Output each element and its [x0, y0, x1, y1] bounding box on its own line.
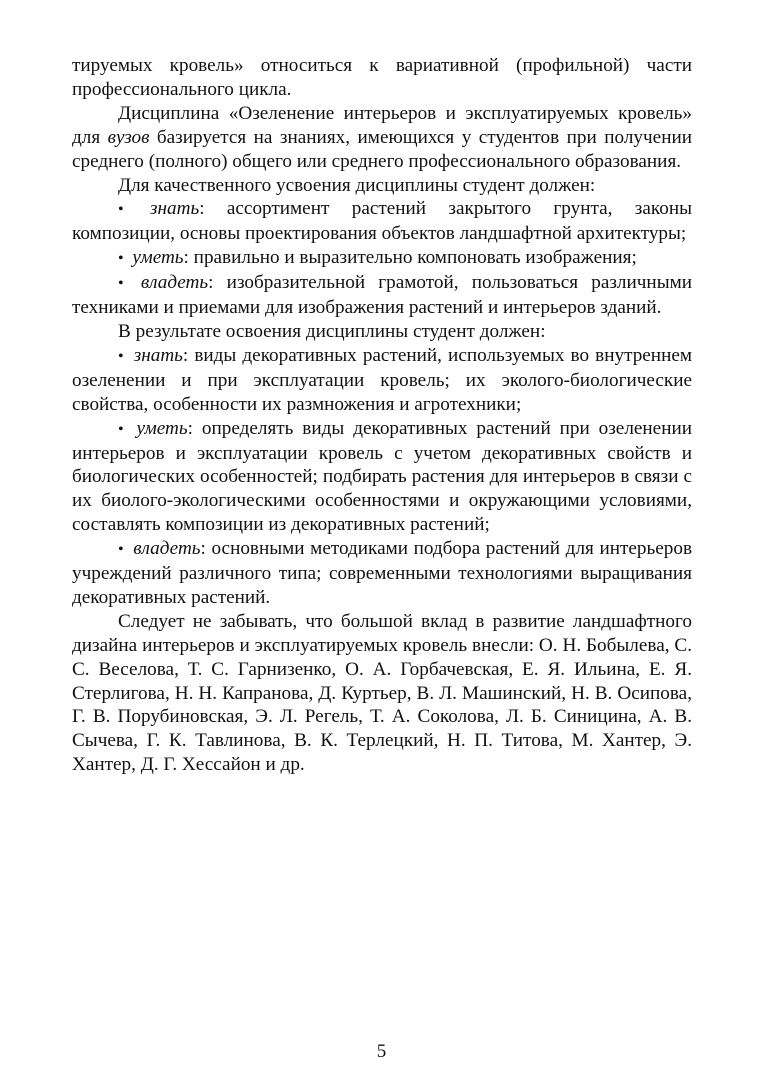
bullet-term: владеть [140, 272, 209, 294]
page-body [72, 54, 692, 777]
bullet-icon: • [118, 250, 124, 268]
paragraph-continuation: тируемых кровель» относиться к вариативной (профильной) части профессионального цикла. [72, 55, 692, 100]
bullet-term: уметь [132, 247, 184, 269]
bullet-item [72, 271, 692, 320]
bullet-text: : определять виды декоративных растений при озеленении интерьеров и эксплуатации кровель с учетом декоративных свойств и биологических особенностей; подбирать растения для интерьеров в связи с их биолого-экологическими особенностями и окружающими условиями, составлять композиции из декоративных растений; [72, 417, 693, 536]
bullet-text: : виды декоративных растений, используемых во внутреннем озеленении и при эксплуатации кровель; их эколого-биологические свойства, особенности их размножения и агротехники; [72, 344, 692, 415]
bullet-text: : изобразительной грамотой, пользоваться различными техниками и приемами для изображения растений и интерьеров зданий. [72, 272, 692, 319]
paragraph-discipline-basis [72, 102, 692, 174]
bullet-text: : правильно и выразительно компоновать изображения; [183, 247, 637, 269]
emphasis-text: вузов [107, 126, 150, 148]
bullet-icon: • [118, 201, 124, 219]
bullet-icon: • [118, 541, 124, 559]
bullet-icon: • [118, 347, 124, 365]
bullet-icon: • [118, 275, 124, 293]
bullet-item [72, 197, 692, 246]
bullet-text: : ассортимент растений закрытого грунта, законы композиции, основы проектирования объектов ландшафтной архитектуры; [72, 198, 693, 245]
page-number: 5 [376, 1041, 387, 1062]
paragraph-results-intro: В результате освоения дисциплины студент должен: [118, 320, 546, 342]
paragraph-contributors: Следует не забывать, что большой вклад в развитие ландшафтного дизайна интерьеров и эксплуатируемых кровель внесли: О. Н. Бобылева, С. С. Веселова, Т. С. Гарнизенко, О. А. Горбачевская, Е. Я. Ильина, Е. Я. Стерлигова, Н. Н. Капранова, Д. Куртьер, В. Л. Машинский, Н. В. Осипова, Г. В. Порубиновская, Э. Л. Регель, Т. А. Соколова, Л. Б. Синицина, А. В. Сычева, Г. К. Тавлинова, В. К. Терлецкий, Н. П. Титова, М. Хантер, Э. Хантер, Д. Г. Хессайон и др. [72, 610, 692, 776]
bullet-term: уметь [136, 417, 188, 439]
bullet-term: знать [150, 198, 200, 220]
bullet-item [72, 344, 692, 417]
bullet-term: владеть [133, 538, 201, 560]
bullet-term: знать [133, 344, 183, 366]
bullet-text: : основными методиками подбора растений для интерьеров учреждений различного типа; современными технологиями выращивания декоративных растений. [72, 538, 693, 608]
paragraph-text: Дисциплина «Озеленение интерьеров и эксплуатируемых кровель» для [72, 102, 692, 148]
bullet-icon: • [118, 420, 124, 438]
paragraph-text: базируется на знаниях, имеющихся у студентов при получении среднего (полного) общего или среднего профессионального образования. [72, 126, 692, 172]
paragraph-requirements-intro: Для качественного усвоения дисциплины студент должен: [118, 174, 596, 196]
bullet-item [72, 537, 692, 610]
bullet-item [72, 246, 692, 271]
bullet-item [72, 417, 692, 538]
